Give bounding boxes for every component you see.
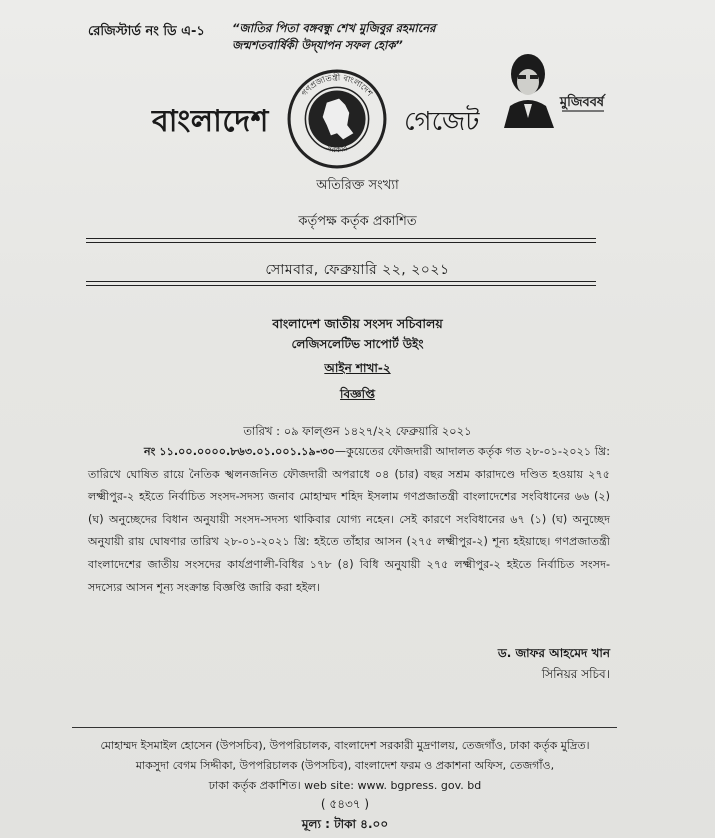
notice-body bbox=[88, 441, 610, 599]
header-rule-4 bbox=[86, 285, 596, 286]
motto-line-1: “জাতির পিতা বঙ্গবন্ধু শেখ মুজিবুর রহমানের bbox=[232, 21, 436, 35]
notice-heading: বিজ্ঞপ্তি bbox=[340, 387, 375, 401]
wing-name: লেজিসলেটিভ সাপোর্ট উইং bbox=[291, 337, 424, 351]
gazette-title-left: বাংলাদেশ bbox=[152, 104, 269, 139]
gazette-title-right: গেজেট bbox=[404, 107, 480, 137]
notice-text: —কুয়েতের ফৌজদারী আদালত কর্তৃক গত ২৮-০১-২০২১ খ্রি: তারিখে ঘোষিত রায়ে নৈতিক স্খলনজনিত ফৌজদারী অপরাধে ০৪ (চার) বছর সশ্রম কারাদণ্ডে দণ্ডিত হওয়ায় ২৭৫ লক্ষ্মীপুর-২ হইতে নির্বাচিত সংসদ-সদস্য জনাব মোহাম্মদ শহিদ ইসলাম গণপ্রজাতন্ত্রী বাংলাদেশের সংবিধানের ৬৬ (২) (ঘ) অনুচ্ছেদের বিধান অনুযায়ী সংসদ-সদস্য থাকিবার যোগ্য নহেন। সেই কারণে সংবিধানের ৬৭ (১) (ঘ) অনুচ্ছেদ অনুযায়ী রায় ঘোষণার তারিখ ২৮-০১-২০২১ খ্রি: হইতে তাঁহার আসন (২৭৫ লক্ষ্মীপুর-২) শূন্য হইয়াছে। গণপ্রজাতন্ত্রী বাংলাদেশের জাতীয় সংসদের কার্যপ্রণালী-বিধির ১৭৮ (৪) বিধি অনুযায়ী ২৭৫ লক্ষ্মীপুর-২ হইতে নির্বাচিত সংসদ-সদস্যের আসন শূন্য সংক্রান্ত বিজ্ঞপ্তি জারি করা হইল। bbox=[88, 445, 610, 594]
footer-website: ঢাকা কর্তৃক প্রকাশিত। web site: www. bgpress. gov. bd bbox=[208, 779, 482, 792]
page-number: ( ৫৪৩৭ ) bbox=[320, 797, 370, 811]
secretariat-name: বাংলাদেশ জাতীয় সংসদ সচিবালয় bbox=[272, 316, 443, 331]
price-label: মূল্য : টাকা ৪.০০ bbox=[301, 817, 389, 831]
extra-issue-label: অতিরিক্ত সংখ্যা bbox=[316, 178, 399, 193]
published-by-authority: কর্তৃপক্ষ কর্তৃক প্রকাশিত bbox=[298, 214, 417, 229]
header-rule-3 bbox=[86, 281, 596, 282]
notice-date: তারিখ : ০৯ ফাল্গুন ১৪২৭/২২ ফেব্রুয়ারি ২০২১ bbox=[243, 424, 472, 438]
mujib-borsho-logo-icon bbox=[498, 48, 606, 128]
footer-divider bbox=[72, 727, 617, 728]
issue-date: সোমবার, ফেব্রুয়ারি ২২, ২০২১ bbox=[265, 262, 450, 278]
seal-top-text: গণপ্রজাতন্ত্রী বাংলাদেশ bbox=[299, 72, 375, 98]
government-seal-icon bbox=[286, 68, 388, 170]
branch-name: আইন শাখা-২ bbox=[324, 361, 391, 375]
footer-publisher: মাকসুদা বেগম সিদ্দীকা, উপপরিচালক (উপসচিব), বাংলাদেশ ফরম ও প্রকাশনা অফিস, তেজগাঁও, bbox=[135, 759, 555, 772]
seal-bottom-text: সরকার bbox=[325, 142, 349, 155]
notice-reference: নং ১১.০০.০০০০.৮৬৩.০১.০০১.১৯-৩০ bbox=[144, 445, 335, 458]
signatory-designation: সিনিয়র সচিব। bbox=[541, 667, 610, 681]
signatory-name: ড. জাফর আহমেদ খান bbox=[497, 646, 610, 660]
header-rule-1 bbox=[86, 238, 596, 239]
footer-printer: মোহাম্মদ ইসমাইল হোসেন (উপসচিব), উপপরিচালক, বাংলাদেশ সরকারী মুদ্রণালয়, তেজগাঁও, ঢাকা কর্তৃক মুদ্রিত। bbox=[100, 739, 590, 752]
registration-number: রেজিস্টার্ড নং ডি এ-১ bbox=[88, 24, 205, 39]
header-rule-2 bbox=[86, 242, 596, 243]
centenary-motto bbox=[232, 20, 436, 54]
logo-text: মুজিববর্ষ bbox=[559, 95, 605, 110]
motto-line-2: জন্মশতবার্ষিকী উদ্‌যাপন সফল হোক” bbox=[232, 38, 403, 52]
